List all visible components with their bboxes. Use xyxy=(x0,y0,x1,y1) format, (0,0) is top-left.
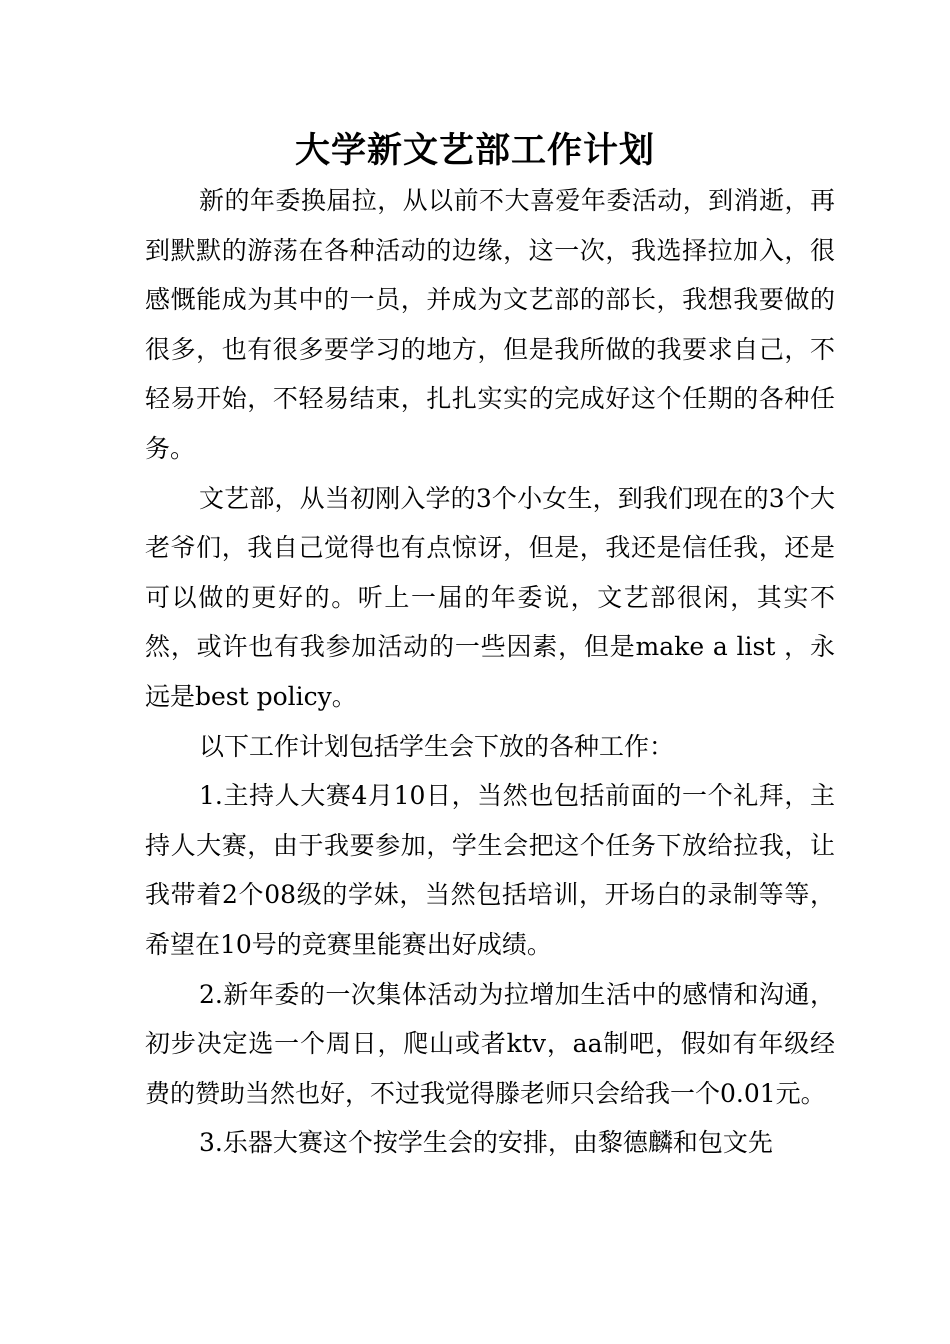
paragraph-1: 新的年委换届拉，从以前不大喜爱年委活动，到消逝，再到默默的游荡在各种活动的边缘，这一次，我选择拉加入，很感慨能成为其中的一员，并成为文艺部的部长，我想我要做的很多，也有很多要学习的地方，但是我所做的我要求自己，不轻易开始，不轻易结束，扎扎实实的完成好这个任期的各种任务。 xyxy=(145,186,835,463)
paragraph-5: 2.新年委的一次集体活动为拉增加生活中的感情和沟通，初步决定选一个周日，爬山或者ktv，aa制吧，假如有年级经费的赞助当然也好，不过我觉得滕老师只会给我一个0.01元。 xyxy=(145,979,835,1108)
document-body xyxy=(145,176,835,1168)
paragraph-3: 以下工作计划包括学生会下放的各种工作： xyxy=(199,731,675,761)
paragraph-6: 3.乐器大赛这个按学生会的安排，由黎德麟和包文先 xyxy=(199,1128,773,1158)
document-title: 大学新文艺部工作计划 xyxy=(294,130,655,171)
paragraph-4: 1.主持人大赛4月10日，当然也包括前面的一个礼拜，主持人大赛，由于我要参加，学生会把这个任务下放给拉我，让我带着2个08级的学妹，当然包括培训，开场白的录制等等，希望在10号的竞赛里能赛出好成绩。 xyxy=(145,781,835,959)
paragraph-2: 文艺部，从当初刚入学的3个小女生，到我们现在的3个大老爷们，我自己觉得也有点惊讶，但是，我还是信任我，还是可以做的更好的。听上一届的年委说，文艺部很闲，其实不然，或许也有我参加活动的一些因素，但是make a list ，永远是best policy。 xyxy=(145,483,835,711)
